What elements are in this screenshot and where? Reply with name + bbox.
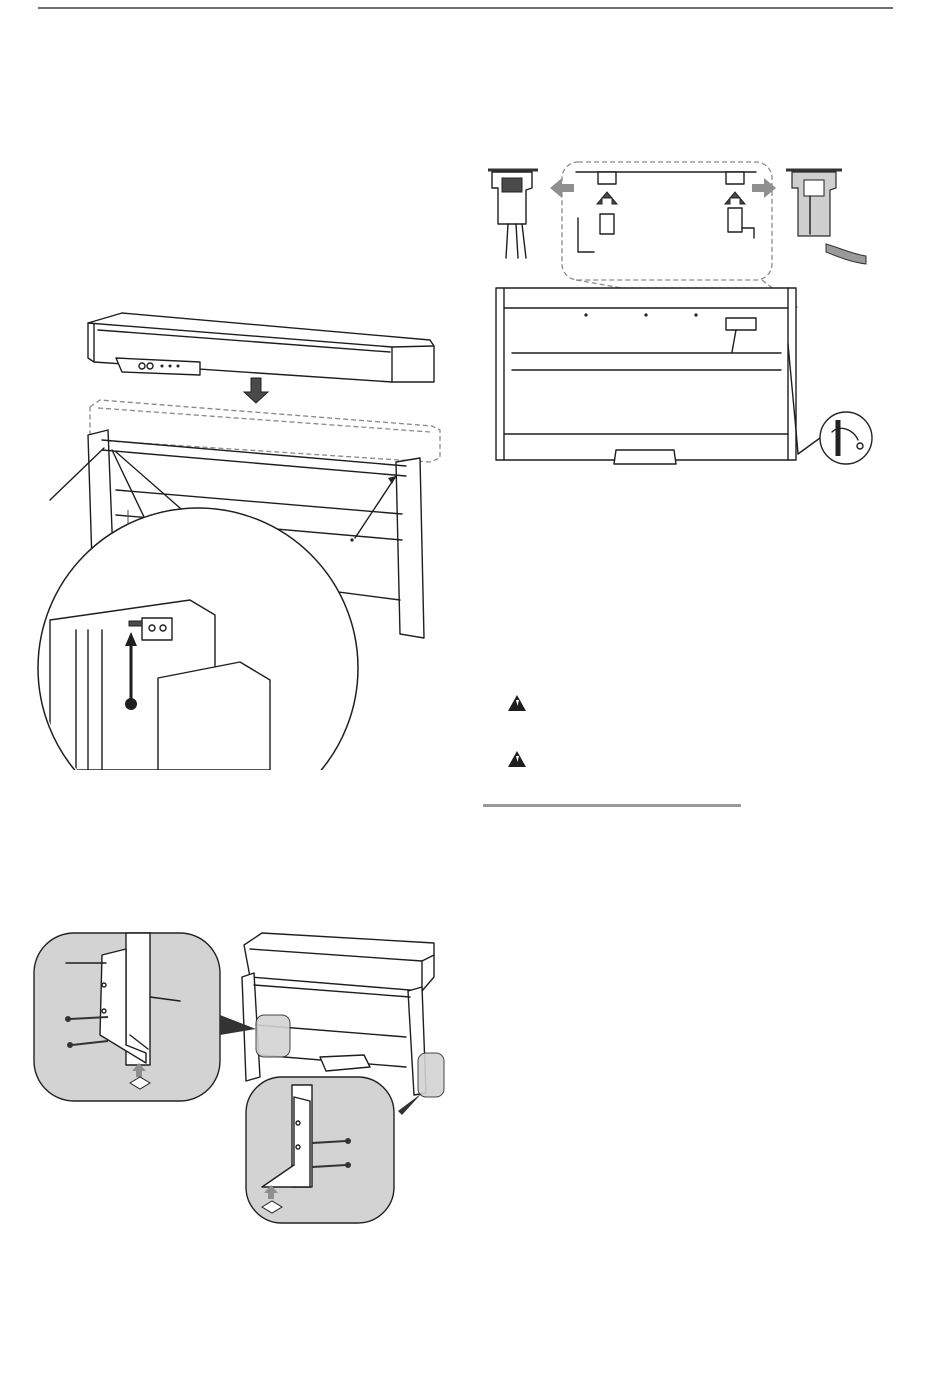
cable-clamp-callout: [798, 412, 872, 464]
left-connector-callout: [488, 170, 574, 258]
down-arrow-icon: [244, 378, 268, 403]
left-bracket-callout: [34, 933, 220, 1101]
stand-adjuster-bolt-figure: [30, 925, 460, 1225]
piano-body: [88, 313, 434, 382]
right-bracket-callout: [246, 1077, 394, 1223]
stand-rear-view: [496, 288, 798, 464]
piano-stand-mounting-figure: [30, 300, 450, 770]
right-connector-callout: [752, 170, 866, 264]
section-rule: [483, 804, 741, 807]
pedal-cable-connection-figure: [486, 158, 886, 478]
caution-triangle-icon: [506, 748, 528, 770]
caution-triangle-icon: [506, 692, 528, 714]
top-rule: [38, 7, 893, 9]
